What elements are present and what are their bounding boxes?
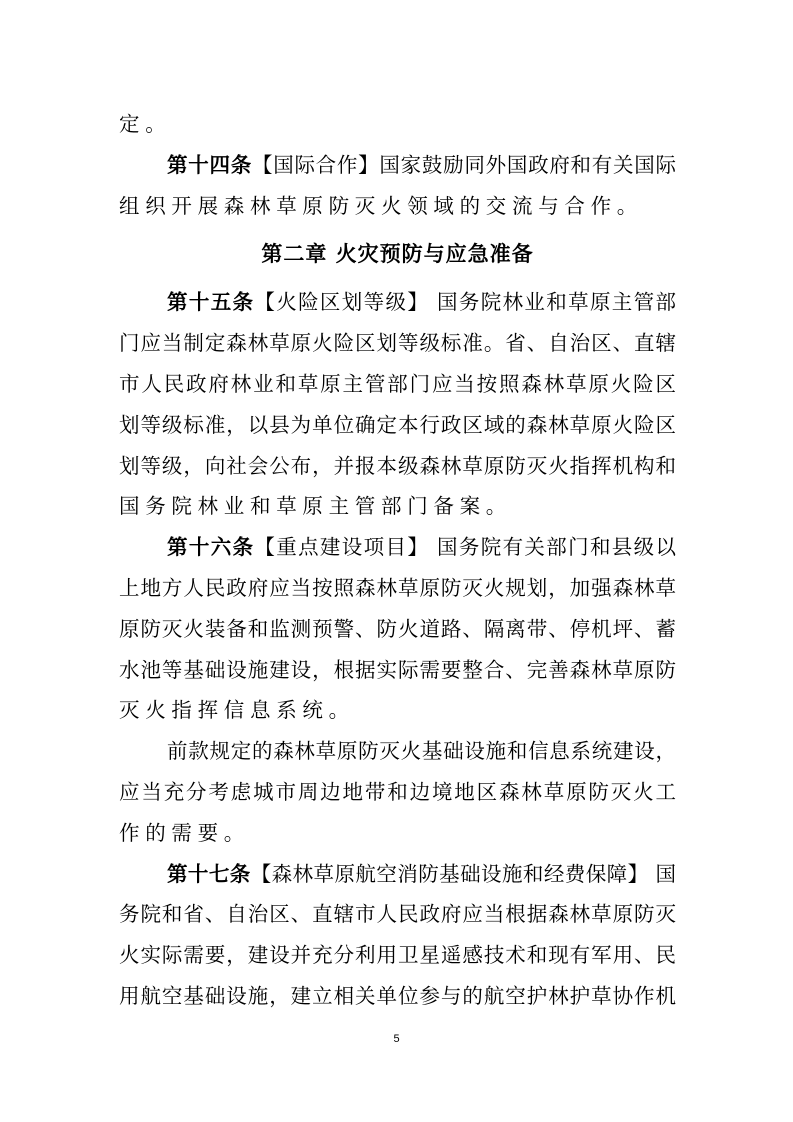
text-line bbox=[119, 690, 676, 731]
text-line bbox=[119, 446, 676, 487]
line-text: 火实际需要，建设并充分利用卫星遥感技术和现有军用、民 bbox=[119, 943, 676, 968]
paragraph bbox=[119, 527, 676, 731]
line-text: 应当充分考虑城市周边地带和边境地区森林草原防灭火工 bbox=[119, 779, 676, 804]
text-line bbox=[119, 813, 676, 854]
article-title: 【森林草原航空消防基础设施和经费保障】 bbox=[250, 861, 649, 886]
page-number: 5 bbox=[393, 1033, 400, 1045]
line-text: 原防灭火装备和监测预警、防火道路、隔离带、停机坪、蓄 bbox=[119, 616, 676, 641]
article-number: 第十五条 bbox=[167, 290, 255, 315]
article-title: 【火险区划等级】 bbox=[254, 290, 430, 315]
text-line bbox=[119, 854, 676, 895]
line-text: 组织开展森林草原防灭火领域的交流与合作。 bbox=[119, 193, 643, 218]
line-text: 国务院林业和草原主管部 bbox=[429, 290, 676, 315]
line-text: 定。 bbox=[119, 112, 172, 136]
article-number: 第十六条 bbox=[167, 535, 255, 560]
line-text: 务院和省、自治区、直辖市人民政府应当根据森林草原防灭 bbox=[119, 902, 676, 927]
line-text: 水池等基础设施建设，根据实际需要整合、完善森林草原防 bbox=[119, 657, 676, 682]
paragraph bbox=[119, 731, 676, 853]
text-line bbox=[119, 650, 676, 691]
line-text: 灭火指挥信息系统。 bbox=[119, 698, 355, 723]
text-line bbox=[119, 976, 676, 1017]
paragraph bbox=[119, 145, 676, 227]
text-line bbox=[119, 486, 676, 527]
text-line bbox=[119, 405, 676, 446]
chapter-heading: 第二章 火灾预防与应急准备 bbox=[261, 242, 534, 267]
line-text: 作的需要。 bbox=[119, 820, 250, 845]
line-text: 门应当制定森林草原火险区划等级标准。省、自治区、直辖 bbox=[119, 331, 676, 356]
line-text: 用航空基础设施，建立相关单位参与的航空护林护草协作机 bbox=[119, 983, 676, 1008]
paragraph bbox=[119, 854, 676, 1017]
article-number: 第十四条 bbox=[167, 152, 252, 177]
line-text: 国 bbox=[648, 861, 676, 886]
text-line bbox=[119, 568, 676, 609]
text-line bbox=[119, 323, 676, 364]
document-body bbox=[119, 104, 676, 1017]
article-title: 【重点建设项目】 bbox=[254, 535, 430, 560]
text-line bbox=[119, 935, 676, 976]
text-line bbox=[119, 104, 676, 145]
paragraph bbox=[119, 104, 676, 145]
text-line bbox=[119, 609, 676, 650]
line-text: 上地方人民政府应当按照森林草原防灭火规划，加强森林草 bbox=[119, 575, 676, 600]
text-line bbox=[119, 145, 676, 186]
line-text: 国务院林业和草原主管部门备案。 bbox=[119, 494, 512, 519]
text-line bbox=[119, 731, 676, 772]
article-title: 【国际合作】 bbox=[251, 152, 380, 177]
text-line bbox=[119, 186, 676, 227]
line-text: 前款规定的森林草原防灭火基础设施和信息系统建设， bbox=[167, 739, 676, 764]
text-line bbox=[119, 527, 676, 568]
line-text: 划等级，向社会公布，并报本级森林草原防灭火指挥机构和 bbox=[119, 453, 676, 478]
line-text: 划等级标准，以县为单位确定本行政区域的森林草原火险区 bbox=[119, 412, 676, 437]
line-text: 国务院有关部门和县级以 bbox=[429, 535, 676, 560]
line-text: 市人民政府林业和草原主管部门应当按照森林草原火险区 bbox=[119, 371, 676, 396]
text-line bbox=[119, 282, 676, 323]
article-number: 第十七条 bbox=[167, 861, 251, 886]
text-line bbox=[119, 894, 676, 935]
text-line bbox=[119, 772, 676, 813]
line-text: 国家鼓励同外国政府和有关国际 bbox=[379, 152, 677, 177]
paragraph bbox=[119, 282, 676, 527]
text-line bbox=[119, 364, 676, 405]
